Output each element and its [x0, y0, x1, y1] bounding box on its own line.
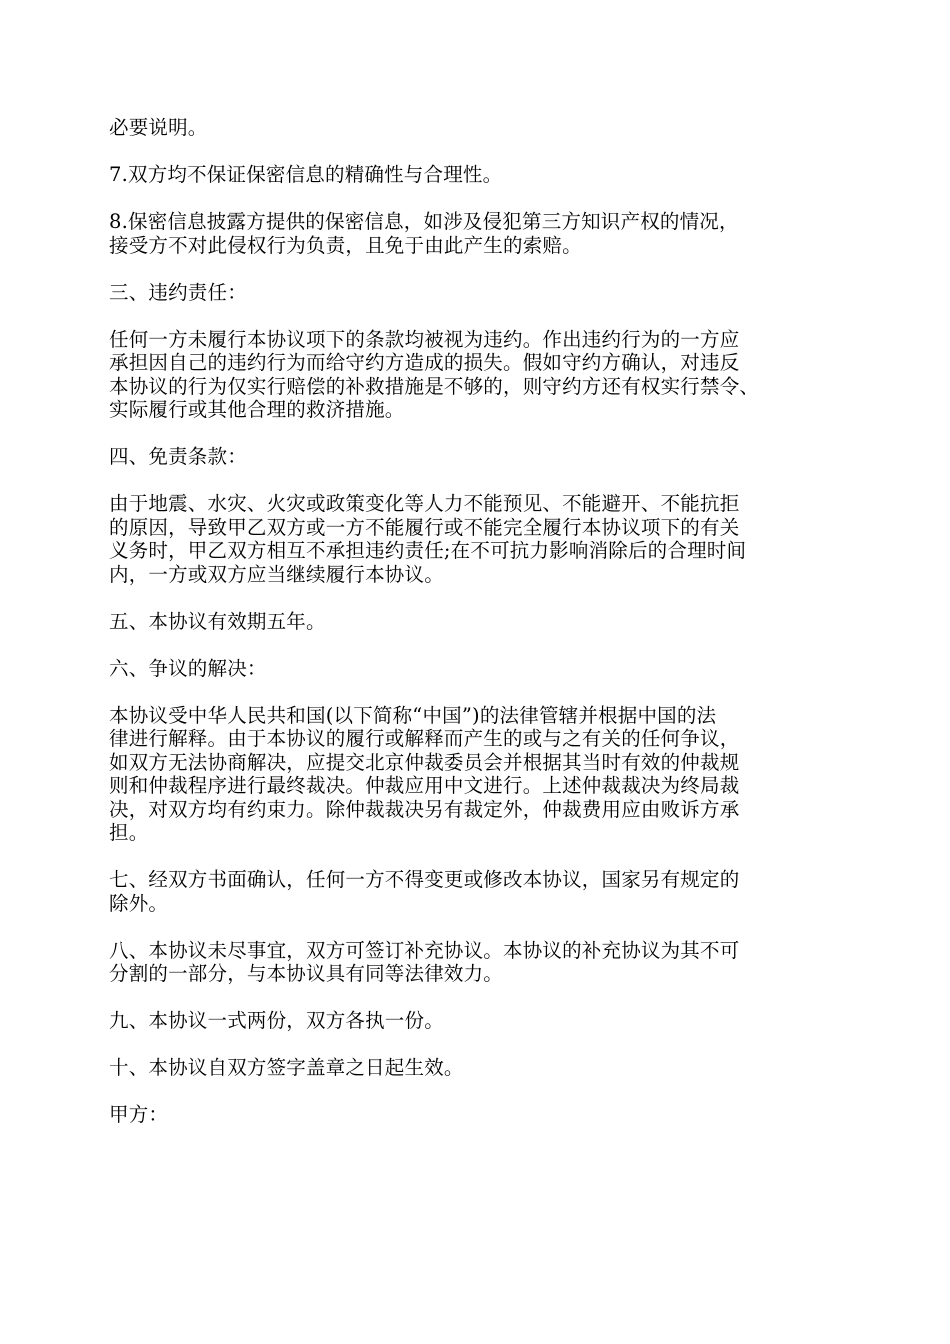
clause-7-accuracy-disclaimer: 7.双方均不保证保密信息的精确性与合理性。	[109, 163, 503, 186]
section-effective-date: 十、本协议自双方签字盖章之日起生效。	[109, 1056, 464, 1079]
party-a-signature-label: 甲方：	[109, 1103, 169, 1126]
section-heading-breach-liability: 三、违约责任：	[109, 280, 247, 304]
section-supplementary-agreement: 八、本协议未尽事宜，双方可签订补充协议。本协议的补充协议为其不可 分割的一部分，与本协议具有同等法律效力。	[109, 938, 740, 985]
paragraph-breach-liability: 任何一方未履行本协议项下的条款均被视为违约。作出违约行为的一方应 承担因自己的违约行为而给守约方造成的损失。假如守约方确认，对违反 本协议的行为仅实行赔偿的补救措施是不够的，则守约方还有权实行禁令、 实际履行或其他合理的救济措施。	[109, 327, 760, 421]
paragraph-force-majeure: 由于地震、水灾、火灾或政策变化等人力不能预见、不能避开、不能抗拒 的原因，导致甲乙双方或一方不能履行或不能完全履行本协议项下的有关 义务时，甲乙双方相互不承担违约责任;在不可抗力影响消除后的合理时间 内，一方或双方应当继续履行本协议。	[109, 492, 747, 586]
section-heading-dispute-resolution: 六、争议的解决：	[109, 656, 267, 680]
section-validity-period: 五、本协议有效期五年。	[109, 609, 326, 633]
clause-8-ip-infringement: 8.保密信息披露方提供的保密信息，如涉及侵犯第三方知识产权的情况， 接受方不对此侵权行为负责，且免于由此产生的索赔。	[109, 210, 739, 257]
paragraph-dispute-resolution: 本协议受中华人民共和国(以下简称“中国”)的法律管辖并根据中国的法 律进行解释。由于本协议的履行或解释而产生的或与之有关的任何争议， 如双方无法协商解决，应提交北京仲裁委员会并根据其当时有效的仲裁规 则和仲裁程序进行最终裁决。仲裁应用中文进行。上述仲裁裁决为终局裁 决，对双方均有约束力。除仲裁裁决另有裁定外，仲裁费用应由败诉方承 担。	[109, 703, 740, 844]
section-heading-exemption: 四、免责条款：	[109, 445, 247, 468]
section-amendment: 七、经双方书面确认，任何一方不得变更或修改本协议，国家另有规定的 除外。	[109, 868, 740, 915]
section-copies: 九、本协议一式两份，双方各执一份。	[109, 1009, 444, 1032]
paragraph-necessary-explanation: 必要说明。	[109, 116, 208, 139]
